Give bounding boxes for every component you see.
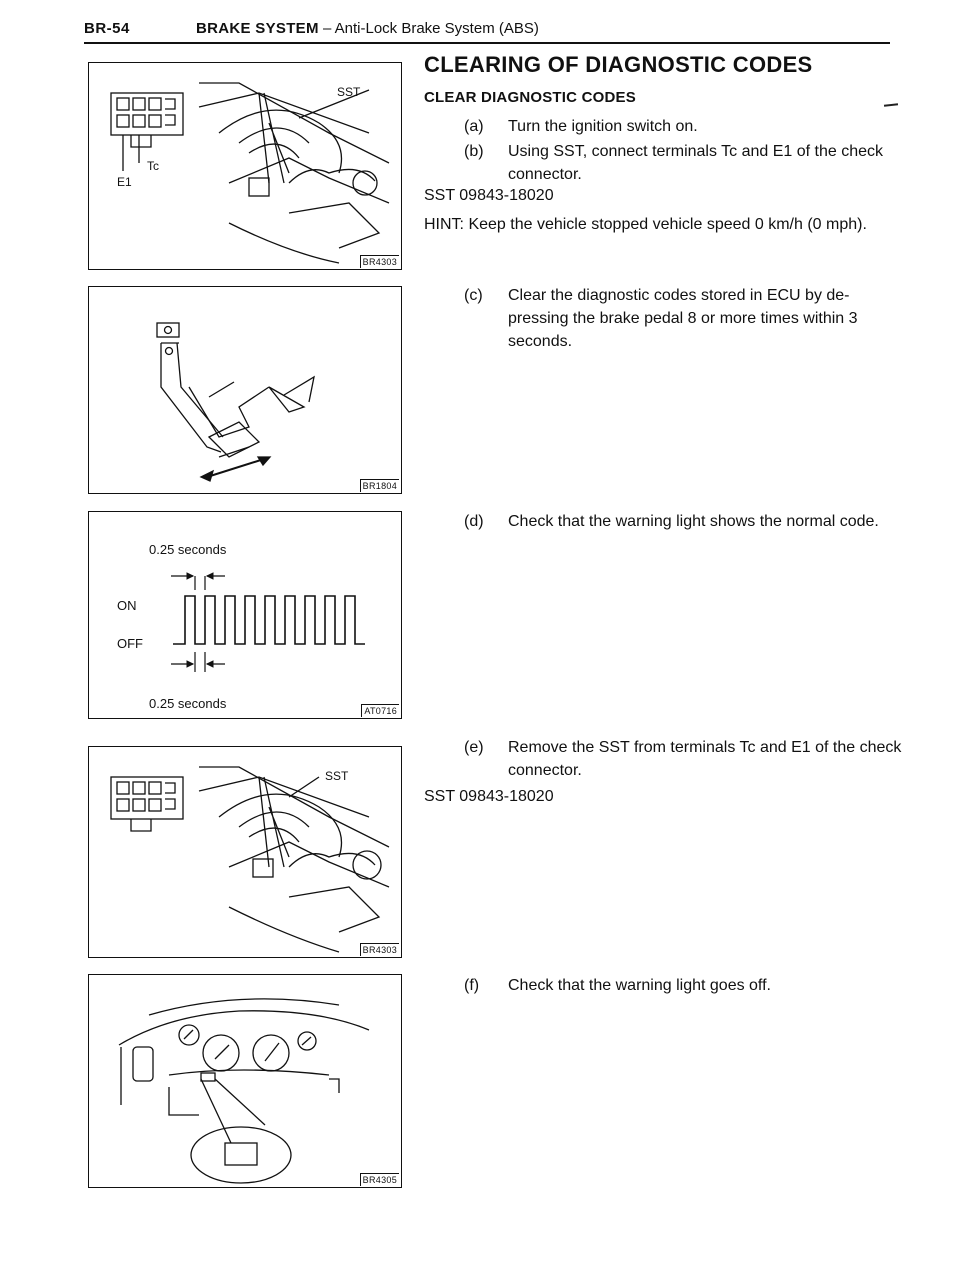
subheading: CLEAR DIAGNOSTIC CODES <box>424 89 636 106</box>
label-pulse-bottom: 0.25 seconds <box>149 696 227 711</box>
step-d-text: Check that the warning light shows the normal code. <box>508 513 879 530</box>
header-rule <box>84 42 890 44</box>
figure-connector-sst-2 <box>88 746 402 958</box>
step-d <box>464 510 904 556</box>
label-pulse-top: 0.25 seconds <box>149 542 227 557</box>
figure-warning-light <box>88 974 402 1188</box>
pulse-waveform <box>89 512 401 718</box>
hint-text: HINT: Keep the vehicle stopped vehicle speed 0 km/h (0 mph). <box>424 216 867 233</box>
step-f-text: Check that the warning light goes off. <box>508 977 771 994</box>
step-e-text: Remove the SST from terminals Tc and E1 of the check connector. <box>508 739 902 779</box>
step-f-label: (f) <box>464 977 480 994</box>
step-b <box>464 140 904 186</box>
step-e <box>464 736 904 782</box>
step-c-text: Clear the diagnostic codes stored in ECU by de-pressing the brake pedal 8 or more times within 3 seconds. <box>508 287 858 350</box>
page-code: BR-54 <box>84 20 130 37</box>
connector-illustration-2 <box>89 747 401 957</box>
margin-mark <box>884 103 898 106</box>
figure-id: BR1804 <box>360 479 399 492</box>
brake-pedal-illustration <box>89 287 401 493</box>
step-b-label: (b) <box>464 143 484 160</box>
step-b-text: Using SST, connect terminals Tc and E1 of the check connector. <box>508 143 884 183</box>
figure-brake-pedal <box>88 286 402 494</box>
sst-number-2: SST 09843-18020 <box>424 788 554 805</box>
label-sst: SST <box>325 769 349 783</box>
label-on: ON <box>117 598 137 613</box>
figure-pulse-timing <box>88 511 402 719</box>
section-title: BRAKE SYSTEM <box>196 20 319 37</box>
label-tc: Tc <box>147 159 159 173</box>
page-header-title <box>196 20 539 37</box>
figure-id: AT0716 <box>361 704 399 717</box>
figure-id: BR4305 <box>360 1173 399 1186</box>
step-f <box>464 974 904 997</box>
figure-id: BR4303 <box>360 255 399 268</box>
label-off: OFF <box>117 636 143 651</box>
step-e-label: (e) <box>464 739 484 756</box>
label-sst: SST <box>337 85 361 99</box>
subsection-title: – Anti-Lock Brake System (ABS) <box>318 20 539 37</box>
figure-id: BR4303 <box>360 943 399 956</box>
step-c-label: (c) <box>464 287 483 304</box>
step-a-text: Turn the ignition switch on. <box>508 118 698 135</box>
page-heading: CLEARING OF DIAGNOSTIC CODES <box>424 52 813 77</box>
step-a-label: (a) <box>464 118 484 135</box>
step-c <box>464 284 904 353</box>
step-d-label: (d) <box>464 513 484 530</box>
sst-number-1: SST 09843-18020 <box>424 187 554 204</box>
label-e1: E1 <box>117 175 132 189</box>
step-a <box>464 115 904 138</box>
figure-connector-sst-1 <box>88 62 402 270</box>
warning-light-illustration <box>89 975 401 1187</box>
